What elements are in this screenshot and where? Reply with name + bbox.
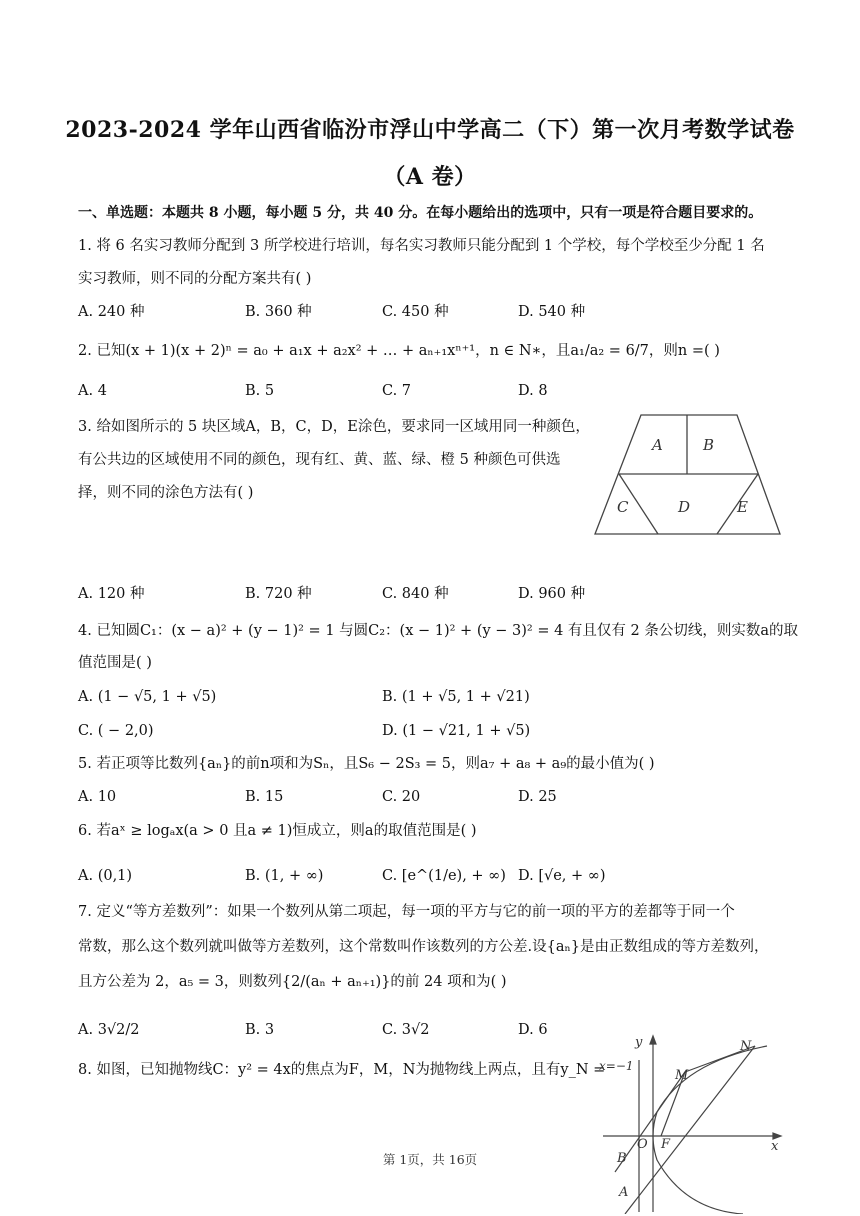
question-5-option-c: C. 20 (382, 789, 421, 805)
question-6-option-b: B. (1, + ∞) (245, 868, 324, 884)
question-6-option-d: D. [√e, + ∞) (518, 868, 606, 884)
question-4-option-b: B. (1 + √5, 1 + √21) (382, 689, 530, 705)
question-7-line3: 且方公差为 2，a₅ = 3，则数列{2/(aₙ + aₙ₊₁)}的前 24 项和为( ) (78, 974, 507, 990)
directrix-label: x=−1 (599, 1059, 634, 1073)
question-3-option-c: C. 840 种 (382, 586, 449, 602)
point-a-label: A (619, 1185, 629, 1200)
question-2-option-d: D. 8 (518, 383, 548, 399)
question-3-option-a: A. 120 种 (78, 586, 145, 602)
question-5-option-d: D. 25 (518, 789, 557, 805)
question-2-line1: 2. 已知(x + 1)(x + 2)ⁿ = a₀ + a₁x + a₂x² + … + aₙ₊₁xⁿ⁺¹，n ∈ N∗，且a₁/a₂ = 6/7，则n =( ) (78, 343, 720, 359)
question-1-line2: 实习教师，则不同的分配方案共有( ) (78, 271, 312, 287)
question-3-option-d: D. 960 种 (518, 586, 586, 602)
question-7-option-c: C. 3√2 (382, 1022, 430, 1038)
point-n-label: N (740, 1039, 752, 1054)
question-2-option-c: C. 7 (382, 383, 412, 399)
question-6-line1: 6. 若aˣ ≥ logₐx(a > 0 且a ≠ 1)恒成立，则a的取值范围是( ) (78, 823, 477, 839)
question-4-line1: 4. 已知圆C₁：(x − a)² + (y − 1)² = 1 与圆C₂：(x − 1)² + (y − 3)² = 4 有且仅有 2 条公切线，则实数a的取 (78, 623, 799, 639)
region-label-e: E (737, 498, 748, 516)
region-label-a: A (652, 436, 663, 454)
question-7-line2: 常数，那么这个数列就叫做等方差数列，这个常数叫作该数列的方公差.设{aₙ}是由正数组成的等方差数列， (78, 939, 769, 955)
question-7-option-b: B. 3 (245, 1022, 275, 1038)
question-1-line1: 1. 将 6 名实习教师分配到 3 所学校进行培训，每名实习教师只能分配到 1 个学校，每个学校至少分配 1 名 (78, 238, 765, 254)
question-6-option-a: A. (0,1) (78, 868, 133, 884)
question-5-option-b: B. 15 (245, 789, 284, 805)
question-4-option-d: D. (1 − √21, 1 + √5) (382, 723, 531, 739)
question-6-option-c: C. [e^(1/e), + ∞) (382, 868, 506, 884)
question-7-option-d: D. 6 (518, 1022, 548, 1038)
question-1-option-b: B. 360 种 (245, 304, 312, 320)
section-heading: 一、单选题：本题共 8 小题，每小题 5 分，共 40 分。在每小题给出的选项中，只有一项是符合题目要求的。 (78, 205, 763, 221)
question-3-option-b: B. 720 种 (245, 586, 312, 602)
question-1-option-c: C. 450 种 (382, 304, 449, 320)
region-label-b: B (703, 436, 715, 454)
question-3-line1: 3. 给如图所示的 5 块区域A，B，C，D，E涂色，要求同一区域用同一种颜色， (78, 419, 590, 435)
point-b-label: B (617, 1151, 627, 1166)
paper-title-line2: （A 卷） (383, 164, 477, 190)
question-2-option-b: B. 5 (245, 383, 275, 399)
region-coloring-figure (590, 410, 786, 540)
origin-label: O (637, 1137, 648, 1152)
region-label-c: C (617, 498, 629, 516)
question-4-option-c: C. ( − 2,0) (78, 723, 154, 739)
question-7-line1: 7. 定义“等方差数列”：如果一个数列从第二项起，每一项的平方与它的前一项的平方的差都等于同一个 (78, 904, 735, 920)
question-1-option-d: D. 540 种 (518, 304, 586, 320)
question-5-line1: 5. 若正项等比数列{aₙ}的前n项和为Sₙ，且S₆ − 2S₃ = 5，则a₇ + a₈ + a₉的最小值为( ) (78, 756, 655, 772)
question-8-line1: 8. 如图，已知抛物线C：y² = 4x的焦点为F，M，N为抛物线上两点，且有y_N = (78, 1062, 606, 1078)
focus-label: F (661, 1137, 671, 1152)
parabola-curve (653, 1046, 767, 1214)
question-4-option-a: A. (1 − √5, 1 + √5) (78, 689, 217, 705)
question-4-line2: 值范围是( ) (78, 655, 152, 671)
paper-title-line1: 2023-2024 学年山西省临汾市浮山中学高二（下）第一次月考数学试卷 (65, 117, 795, 143)
question-3-line3: 择，则不同的涂色方法有( ) (78, 485, 254, 501)
parabola-figure (595, 1032, 785, 1214)
question-3-line2: 有公共边的区域使用不同的颜色，现有红、黄、蓝、绿、橙 5 种颜色可供选 (78, 452, 561, 468)
question-1-option-a: A. 240 种 (78, 304, 145, 320)
page-footer: 第 1页，共 16页 (382, 1152, 478, 1167)
question-7-option-a: A. 3√2/2 (78, 1022, 140, 1038)
question-2-option-a: A. 4 (78, 383, 107, 399)
point-m-label: M (675, 1068, 689, 1083)
x-axis-label: x (771, 1139, 779, 1154)
question-5-option-a: A. 10 (78, 789, 117, 805)
y-axis-arrow (650, 1036, 656, 1044)
y-axis-label: y (635, 1035, 643, 1050)
region-label-d: D (678, 498, 691, 516)
